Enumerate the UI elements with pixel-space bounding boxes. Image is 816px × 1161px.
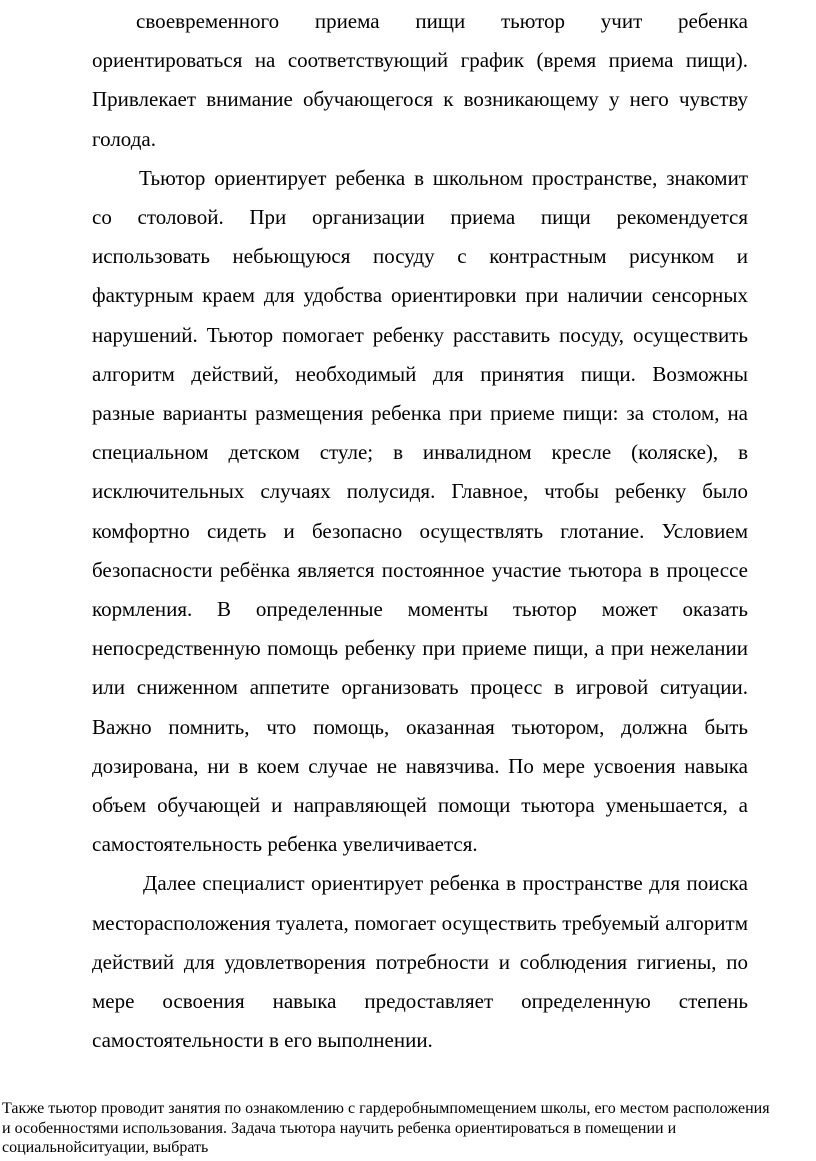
paragraph-dining-orientation: Тьютор ориентирует ребенка в школьном пространстве, знакомит со столовой. При организации приема пищи рекомендуется использовать небьющуюся посуду с контрастным рисунком и фактурным краем для удобства ориентировки при наличии сенсорных нарушений. Тьютор помогает ребенку расставить посуду, осуществить алгоритм действий, необходимый для принятия пищи. Возможны разные варианты размещения ребенка при приеме пищи: за столом, на специальном детском стуле; в инвалидном кресле (коляске), в исключительных случаях полусидя. Главное, чтобы ребенку было комфортно сидеть и безопасно осуществлять глотание. Условием безопасности ребёнка является постоянное участие тьютора в процессе кормления. В определенные моменты тьютор может оказать непосредственную помощь ребенку при приеме пищи, а при нежелании или сниженном аппетите организовать процесс в игровой ситуации. Важно помнить, что помощь, оказанная тьютором, должна быть дозирована, ни в коем случае не навязчива. По мере усвоения навыка объем обучающей и направляющей помощи тьютора уменьшается, а самостоятельность ребенка увеличивается. <box>92 165 748 857</box>
paragraph-meal-schedule: своевременного приема пищи тьютор учит ребенка ориентироваться на соответствующий график (время приема пищи). Привлекает внимание обучающегося к возникающему у него чувству голода. <box>92 9 748 151</box>
footer-paragraph-wardrobe: Также тьютор проводит занятия по ознакомлению с гардеробнымпомещением школы, его местом расположения и особенностями использования. Задача тьютора научить ребенка ориентироваться в помещении и социальнойситуации, выбрать <box>2 1100 770 1156</box>
paragraph-toilet-orientation: Далее специалист ориентирует ребенка в пространстве для поиска месторасположения туалета, помогает осуществить требуемый алгоритм действий для удовлетворения потребности и соблюдения гигиены, по мере освоения навыка предоставляет определенную степень самостоятельности в его выполнении. <box>92 871 748 1053</box>
main-text-body <box>92 2 748 1060</box>
